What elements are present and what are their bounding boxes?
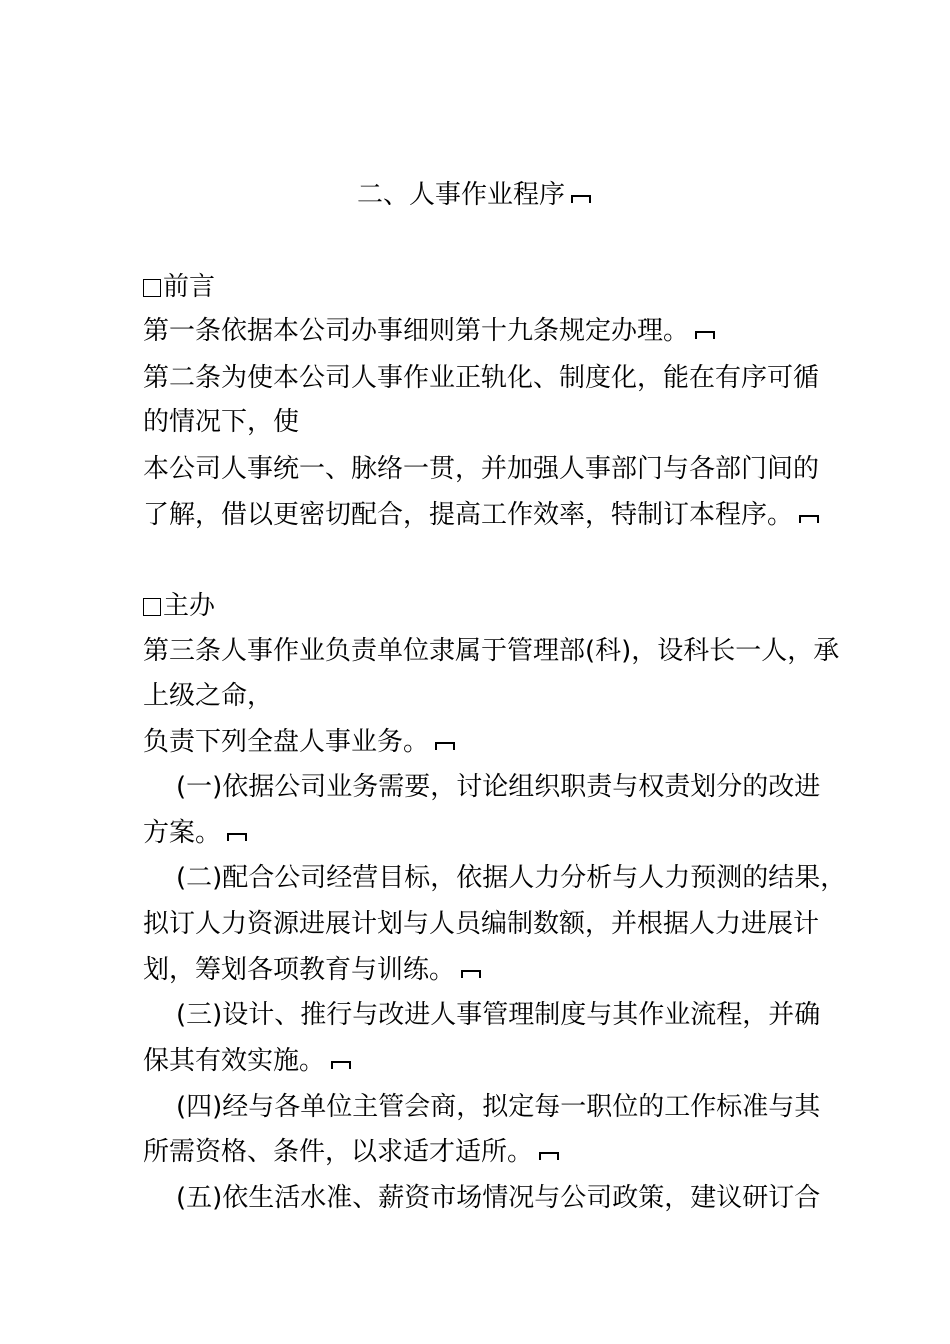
paragraph-mark-icon bbox=[799, 515, 821, 525]
document-title-line bbox=[0, 178, 950, 212]
section-heading-preface: 前言 bbox=[143, 270, 215, 304]
item-2-line-1: (二)配合公司经营目标，依据人力分析与人力预测的结果， bbox=[176, 863, 847, 893]
checkbox-icon bbox=[143, 598, 161, 616]
article-3-line-2: 上级之命， bbox=[143, 681, 274, 711]
article-1: 第一条依据本公司办事细则第十九条规定办理。 bbox=[143, 314, 717, 348]
article-2-line-3: 本公司人事统一、脉络一贯，并加强人事部门与各部门间的 bbox=[143, 454, 820, 484]
paragraph-mark-icon bbox=[571, 195, 593, 205]
paragraph-mark-icon bbox=[227, 833, 249, 843]
paragraph-mark-icon bbox=[331, 1061, 353, 1071]
item-5-line-1: (五)依生活水准、薪资市场情况与公司政策，建议研订合 bbox=[176, 1183, 821, 1213]
document-title: 二、人事作业程序 bbox=[356, 180, 565, 210]
checkbox-icon bbox=[143, 279, 161, 297]
section-heading-organizer: 主办 bbox=[143, 589, 215, 623]
item-1-line-1: (一)依据公司业务需要，讨论组织职责与权责划分的改进 bbox=[176, 772, 821, 802]
article-2-line-1: 第二条为使本公司人事作业正轨化、制度化，能在有序可循 bbox=[143, 363, 820, 393]
item-1-line-2: 方案。 bbox=[143, 816, 249, 850]
article-3-line-1: 第三条人事作业负责单位隶属于管理部(科)，设科长一人，承 bbox=[143, 636, 840, 666]
item-2-line-3: 划，筹划各项教育与训练。 bbox=[143, 953, 483, 987]
paragraph-mark-icon bbox=[435, 742, 457, 752]
article-2-line-4: 了解，借以更密切配合，提高工作效率，特制订本程序。 bbox=[143, 498, 821, 532]
article-2-line-2: 的情况下，使 bbox=[143, 407, 300, 437]
paragraph-mark-icon bbox=[695, 331, 717, 341]
item-3-line-1: (三)设计、推行与改进人事管理制度与其作业流程，并确 bbox=[176, 1000, 821, 1030]
item-4-line-1: (四)经与各单位主管会商，拟定每一职位的工作标准与其 bbox=[176, 1092, 821, 1122]
item-4-line-2: 所需资格、条件，以求适才适所。 bbox=[143, 1135, 561, 1169]
item-3-line-2: 保其有效实施。 bbox=[143, 1044, 353, 1078]
article-3-line-3: 负责下列全盘人事业务。 bbox=[143, 725, 457, 759]
item-2-line-2: 拟订人力资源进展计划与人员编制数额，并根据人力进展计 bbox=[143, 909, 820, 939]
paragraph-mark-icon bbox=[461, 970, 483, 980]
paragraph-mark-icon bbox=[539, 1152, 561, 1162]
